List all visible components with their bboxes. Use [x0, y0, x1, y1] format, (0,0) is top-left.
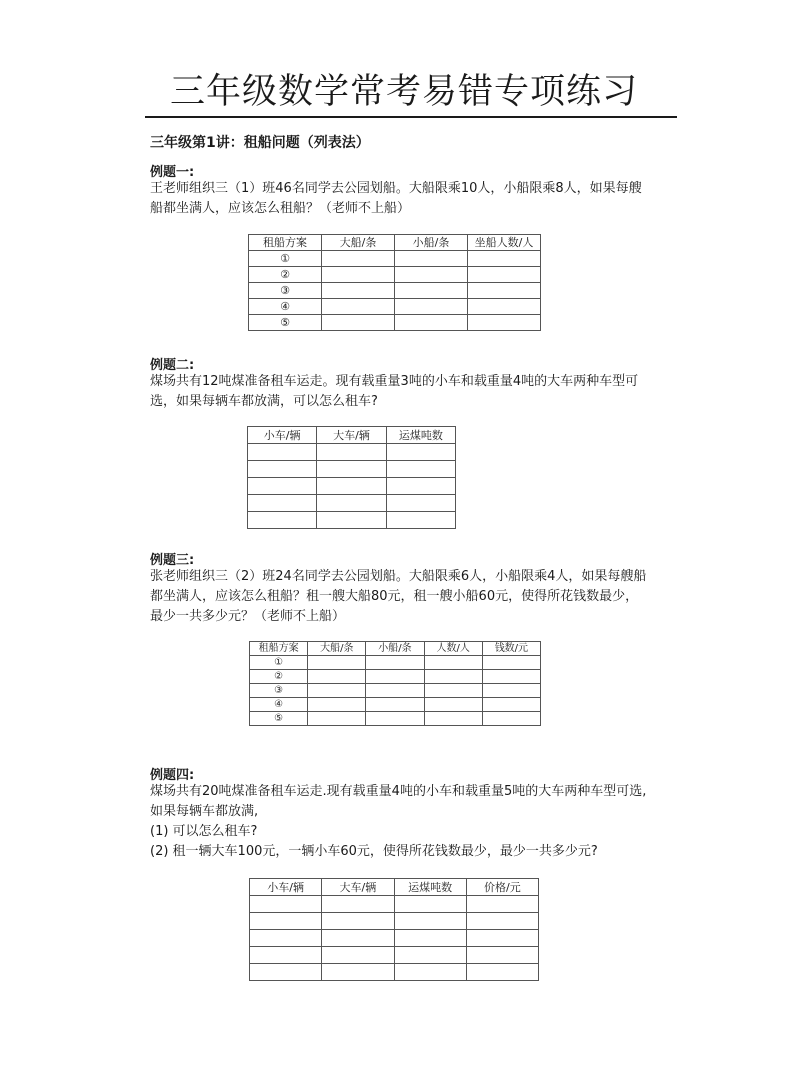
table-cell [424, 656, 482, 670]
table-cell [386, 512, 455, 529]
table-row [248, 478, 456, 495]
table-cell [394, 930, 466, 947]
example-4-line-4: (2) 租一辆大车100元，一辆小车60元，使得所花钱数最少，最少一共多少元? [150, 844, 598, 859]
table-row [250, 947, 539, 964]
table-cell [394, 947, 466, 964]
table-cell [308, 656, 366, 670]
table-row [248, 461, 456, 478]
table-cell [366, 712, 424, 726]
table-cell [466, 896, 538, 913]
table-cell [366, 670, 424, 684]
table-cell [322, 896, 394, 913]
example-2-table [247, 426, 456, 529]
table-row [250, 712, 541, 726]
table-cell [482, 698, 540, 712]
table-cell [366, 656, 424, 670]
table-cell [308, 698, 366, 712]
table-cell [308, 684, 366, 698]
table-header-cell: 租船方案 [250, 642, 308, 656]
table-row [250, 930, 539, 947]
table-header-cell: 人数/人 [424, 642, 482, 656]
table-cell [248, 461, 317, 478]
table-cell [322, 283, 395, 299]
table-cell: ⑤ [249, 315, 322, 331]
table-header-cell: 钱数/元 [482, 642, 540, 656]
table-cell: ① [249, 251, 322, 267]
table-row [250, 913, 539, 930]
example-2-text [150, 372, 690, 412]
example-1-line-2: 船都坐满人，应该怎么租船？（老师不上船） [150, 201, 411, 216]
table-cell [482, 670, 540, 684]
table-cell [466, 930, 538, 947]
table-cell [317, 512, 386, 529]
table-cell: ③ [249, 283, 322, 299]
table-cell [466, 913, 538, 930]
table-cell [424, 670, 482, 684]
table-header-cell: 大车/辆 [322, 879, 394, 896]
example-3-line-2: 都坐满人，应该怎么租船？租一艘大船80元，租一艘小船60元，使得所花钱数最少， [150, 589, 639, 604]
example-3-line-3: 最少一共多少元？（老师不上船） [150, 609, 346, 624]
example-2-line-2: 选，如果每辆车都放满，可以怎么租车? [150, 394, 378, 409]
table-row [250, 896, 539, 913]
table-cell [468, 299, 541, 315]
example-4-line-3: (1) 可以怎么租车? [150, 824, 258, 839]
table-header-row [250, 642, 541, 656]
table-header-cell: 大船/条 [308, 642, 366, 656]
page-title: 三年级数学常考易错专项练习 [170, 72, 639, 112]
table-row [249, 315, 541, 331]
table-cell [394, 896, 466, 913]
example-4-line-1: 煤场共有20吨煤准备租车运走.现有载重量4吨的小车和载重量5吨的大车两种车型可选, [150, 784, 647, 799]
table-row [248, 512, 456, 529]
table-cell [386, 495, 455, 512]
table-cell [322, 251, 395, 267]
table-row [249, 283, 541, 299]
table-header-row [250, 879, 539, 896]
example-4-label: 例题四: [150, 768, 195, 783]
table-cell [322, 267, 395, 283]
table-cell [482, 656, 540, 670]
table-cell [468, 267, 541, 283]
table-cell [322, 315, 395, 331]
table-row [250, 684, 541, 698]
table-cell [395, 251, 468, 267]
table-header-row [248, 427, 456, 444]
table-header-cell: 价格/元 [466, 879, 538, 896]
table-cell [248, 495, 317, 512]
title-underline [145, 116, 677, 118]
example-3-label: 例题三: [150, 553, 195, 568]
table-row [249, 251, 541, 267]
table-cell [250, 913, 322, 930]
table-header-cell: 小车/辆 [248, 427, 317, 444]
example-2-line-1: 煤场共有12吨煤准备租车运走。现有载重量3吨的小车和载重量4吨的大车两种车型可 [150, 374, 639, 389]
table-cell [468, 283, 541, 299]
table-row [248, 444, 456, 461]
example-1-label: 例题一: [150, 165, 195, 180]
table-cell [394, 964, 466, 981]
table-cell [322, 964, 394, 981]
table-cell [317, 478, 386, 495]
table-cell [250, 896, 322, 913]
table-cell: ⑤ [250, 712, 308, 726]
table-row [249, 267, 541, 283]
table-header-cell: 小船/条 [395, 235, 468, 251]
table-header-cell: 大车/辆 [317, 427, 386, 444]
table-header-cell: 大船/条 [322, 235, 395, 251]
lesson-title: 三年级第1讲：租船问题（列表法） [150, 135, 370, 151]
table-cell [468, 251, 541, 267]
table-cell [317, 495, 386, 512]
table-cell [395, 315, 468, 331]
table-row [248, 495, 456, 512]
table-header-cell: 小船/条 [366, 642, 424, 656]
table-cell [424, 712, 482, 726]
table-cell [482, 712, 540, 726]
table-cell [250, 964, 322, 981]
table-header-row [249, 235, 541, 251]
table-cell [424, 684, 482, 698]
example-1-table [248, 234, 541, 331]
table-cell [322, 930, 394, 947]
table-cell [248, 444, 317, 461]
table-cell [308, 670, 366, 684]
table-cell [322, 947, 394, 964]
table-cell [424, 698, 482, 712]
table-row [250, 698, 541, 712]
table-cell [466, 964, 538, 981]
table-cell [395, 283, 468, 299]
table-cell [386, 444, 455, 461]
table-cell: ④ [250, 698, 308, 712]
table-cell [386, 461, 455, 478]
table-cell [248, 478, 317, 495]
table-cell [317, 461, 386, 478]
table-header-cell: 运煤吨数 [386, 427, 455, 444]
table-header-cell: 运煤吨数 [394, 879, 466, 896]
example-3-text [150, 567, 690, 627]
table-cell [322, 913, 394, 930]
example-4-text [150, 782, 690, 862]
table-cell: ④ [249, 299, 322, 315]
table-cell [322, 299, 395, 315]
table-cell [395, 267, 468, 283]
example-4-line-2: 如果每辆车都放满, [150, 804, 259, 819]
table-row [250, 670, 541, 684]
table-cell [248, 512, 317, 529]
table-cell [466, 947, 538, 964]
table-cell [308, 712, 366, 726]
example-3-table [249, 641, 541, 726]
table-cell [317, 444, 386, 461]
table-cell [394, 913, 466, 930]
table-row [250, 964, 539, 981]
example-2-label: 例题二: [150, 358, 195, 373]
table-row [250, 656, 541, 670]
table-cell: ① [250, 656, 308, 670]
table-cell [386, 478, 455, 495]
example-4-table [249, 878, 539, 981]
table-header-cell: 小车/辆 [250, 879, 322, 896]
table-cell [395, 299, 468, 315]
table-cell [468, 315, 541, 331]
table-header-cell: 租船方案 [249, 235, 322, 251]
table-cell: ③ [250, 684, 308, 698]
table-header-cell: 坐船人数/人 [468, 235, 541, 251]
example-1-text [150, 179, 690, 219]
table-row [249, 299, 541, 315]
example-1-line-1: 王老师组织三（1）班46名同学去公园划船。大船限乘10人，小船限乘8人，如果每艘 [150, 181, 642, 196]
table-cell [482, 684, 540, 698]
table-cell [366, 684, 424, 698]
table-cell: ② [249, 267, 322, 283]
example-3-line-1: 张老师组织三（2）班24名同学去公园划船。大船限乘6人，小船限乘4人，如果每艘船 [150, 569, 647, 584]
table-cell [250, 947, 322, 964]
table-cell [250, 930, 322, 947]
table-cell: ② [250, 670, 308, 684]
table-cell [366, 698, 424, 712]
